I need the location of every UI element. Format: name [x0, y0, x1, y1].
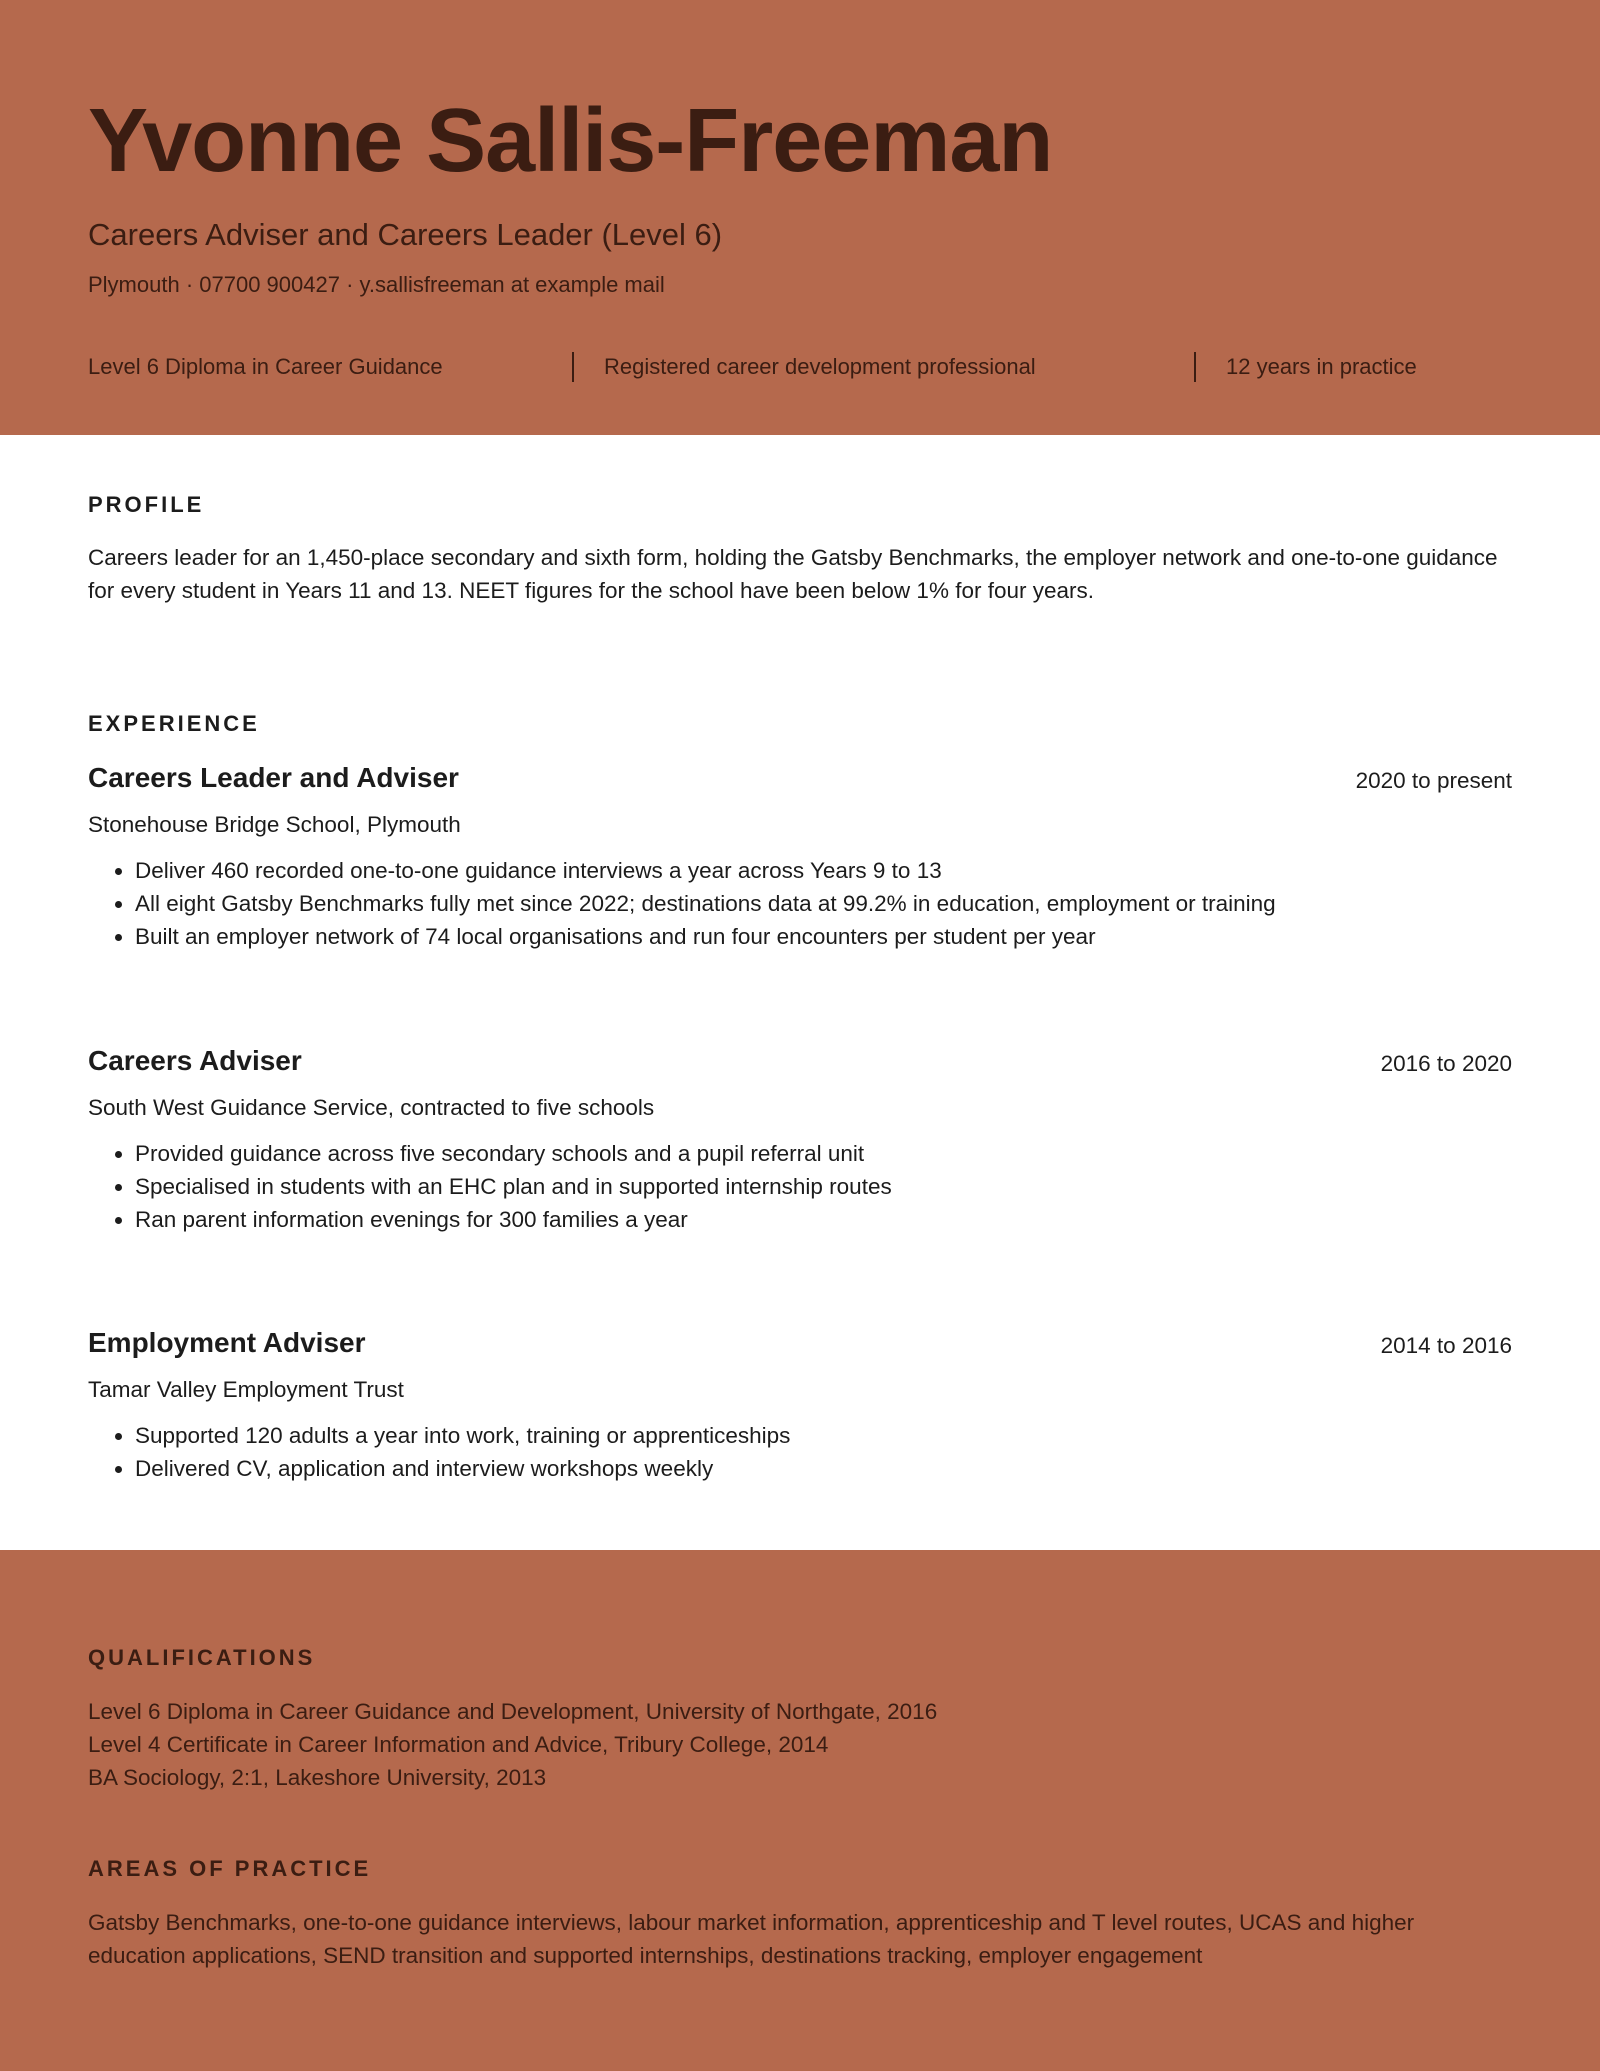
job-dates: 2016 to 2020: [1380, 1051, 1512, 1076]
credential-item: Level 6 Diploma in Career Guidance: [88, 354, 443, 379]
qualification-item: BA Sociology, 2:1, Lakeshore University, 2013: [88, 1765, 547, 1790]
experience-heading: EXPERIENCE: [88, 711, 260, 736]
credential-item: 12 years in practice: [1226, 354, 1417, 379]
job-title: Careers Adviser: [88, 1045, 302, 1076]
job-bullets: [88, 1419, 1512, 1485]
job-bullet: • Specialised in students with an EHC plan and in supported internship routes: [135, 1170, 1512, 1203]
job-title: Careers Leader and Adviser: [88, 762, 459, 793]
job-entry: [88, 1327, 1512, 1485]
job-dates: 2014 to 2016: [1380, 1333, 1512, 1358]
credential-item: Registered career development professional: [604, 354, 1036, 379]
qualification-item: Level 4 Certificate in Career Information and Advice, Tribury College, 2014: [88, 1732, 829, 1757]
resume-footer: [0, 1550, 1600, 2071]
job-bullet: • Deliver 460 recorded one-to-one guidance interviews a year across Years 9 to 13: [135, 854, 1512, 887]
job-organisation: South West Guidance Service, contracted to five schools: [88, 1095, 655, 1120]
job-bullets: [88, 854, 1512, 953]
areas-text: Gatsby Benchmarks, one-to-one guidance interviews, labour market information, apprenticeship and T level routes, UCAS and higher education applications, SEND transition and supported internships, destinations tracking, employer engagement: [88, 1910, 1415, 1968]
candidate-name: Yvonne Sallis-Freeman: [88, 91, 1053, 191]
profile-text: Careers leader for an 1,450-place secondary and sixth form, holding the Gatsby Benchmarks, the employer network and one-to-one guidance for every student in Years 11 and 13. NEET figures for the school have been below 1% for four years.: [88, 545, 1498, 603]
credentials-bar: [88, 352, 1512, 382]
resume-header: [0, 0, 1600, 435]
job-title: Employment Adviser: [88, 1327, 366, 1358]
qualifications-list: [88, 1695, 937, 1794]
resume-main: [0, 435, 1600, 1550]
job-entry: [88, 762, 1512, 953]
job-bullet: • Provided guidance across five secondary schools and a pupil referral unit: [135, 1137, 1512, 1170]
job-bullet: • Built an employer network of 74 local organisations and run four encounters per student per year: [135, 920, 1512, 953]
job-organisation: Stonehouse Bridge School, Plymouth: [88, 812, 461, 837]
qualification-item: Level 6 Diploma in Career Guidance and Development, University of Northgate, 2016: [88, 1699, 938, 1724]
job-entry: [88, 1045, 1512, 1236]
job-bullet: • Delivered CV, application and interview workshops weekly: [135, 1452, 1512, 1485]
job-organisation: Tamar Valley Employment Trust: [88, 1377, 404, 1402]
contact-line: Plymouth · 07700 900427 · y.sallisfreeman at example mail: [88, 272, 665, 297]
candidate-role: Careers Adviser and Careers Leader (Level 6): [88, 217, 723, 252]
qualifications-heading: QUALIFICATIONS: [88, 1645, 316, 1670]
profile-heading: PROFILE: [88, 492, 205, 517]
job-dates: 2020 to present: [1355, 768, 1512, 793]
areas-heading: AREAS OF PRACTICE: [88, 1856, 372, 1881]
job-bullet: • Supported 120 adults a year into work, training or apprenticeships: [135, 1419, 1512, 1452]
job-bullet: • All eight Gatsby Benchmarks fully met since 2022; destinations data at 99.2% in education, employment or training: [135, 887, 1512, 920]
job-bullet: • Ran parent information evenings for 300 families a year: [135, 1203, 1512, 1236]
job-bullets: [88, 1137, 1512, 1236]
